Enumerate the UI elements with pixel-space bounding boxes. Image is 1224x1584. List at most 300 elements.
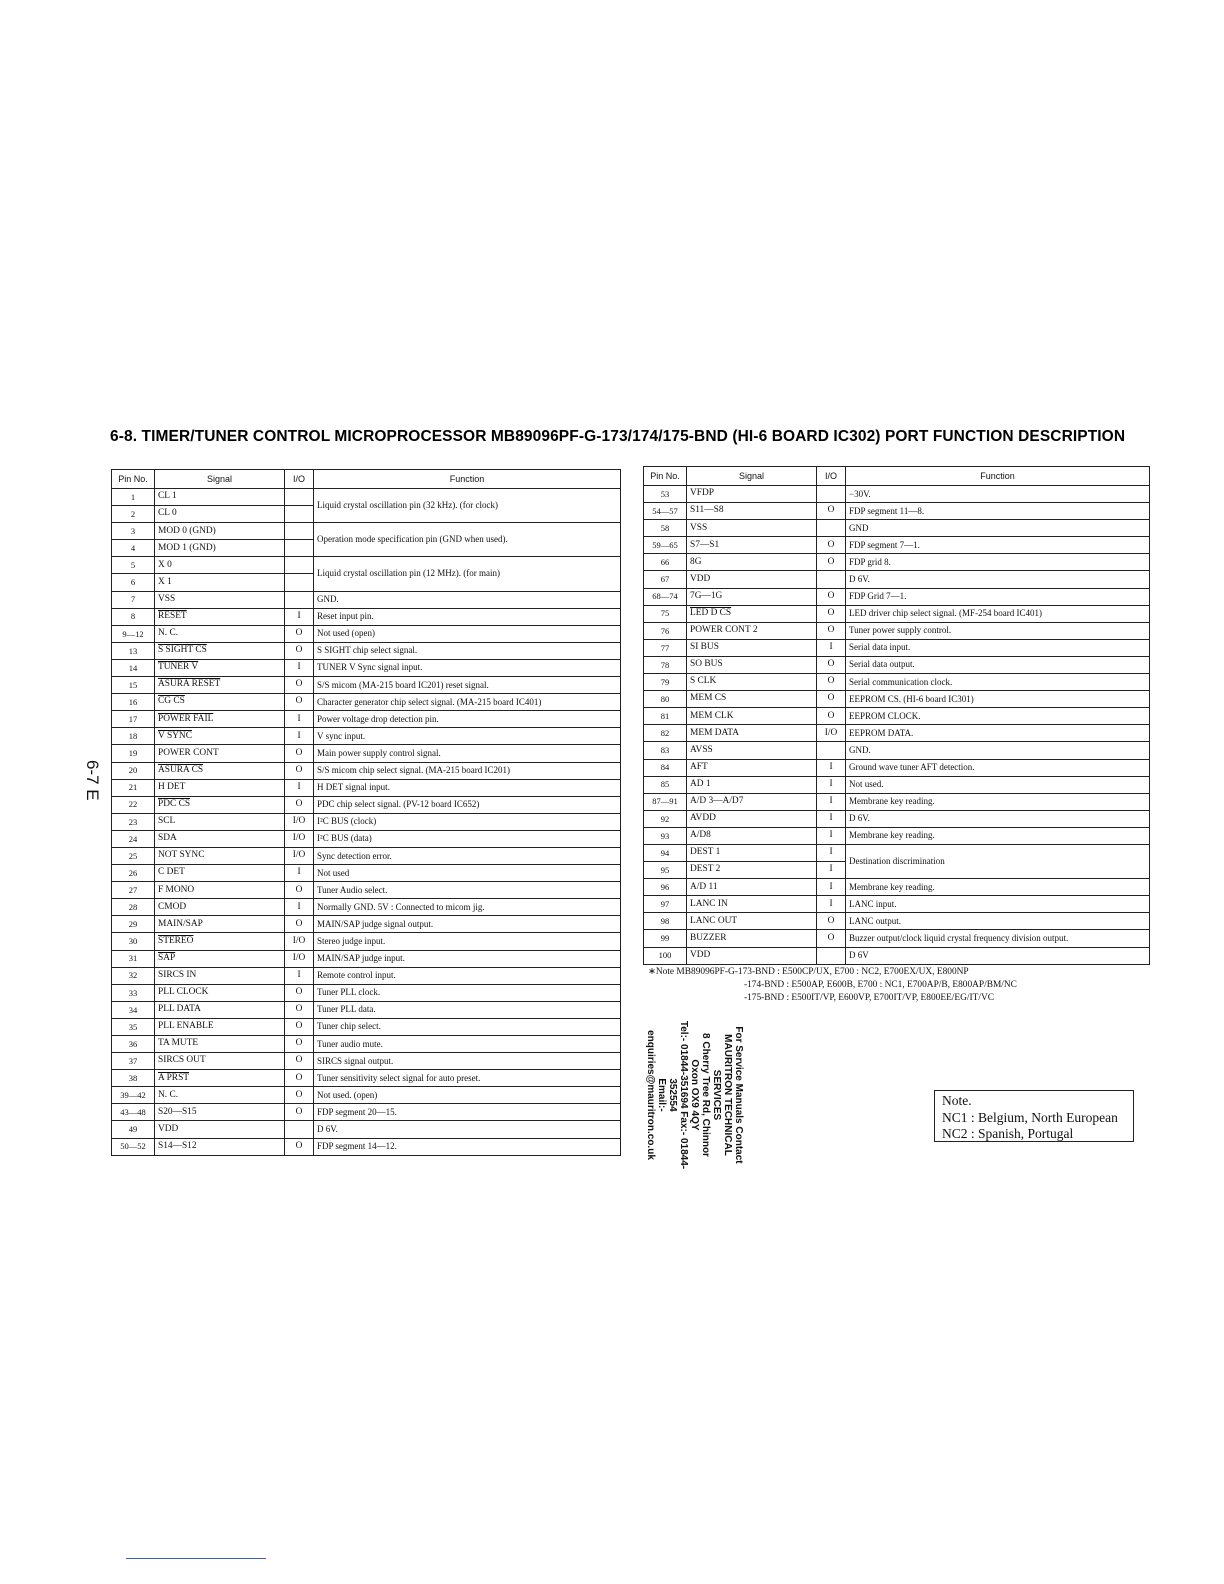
function-cell: Normally GND. 5V : Connected to micom jig. [314, 899, 621, 916]
table-header-row [112, 470, 621, 489]
signal-cell [687, 879, 817, 896]
pin-cell: 30 [112, 933, 155, 950]
table-row [644, 827, 1150, 844]
function-cell: Remote control input. [314, 967, 621, 984]
note-box [934, 1090, 1134, 1142]
signal-name: S CLK [690, 676, 717, 687]
io-cell: I [285, 728, 314, 745]
function-cell: FDP segment 20—15. [314, 1104, 621, 1121]
function-cell: D 6V [846, 947, 1150, 964]
function-cell: Membrane key reading. [846, 879, 1150, 896]
pin-cell: 19 [112, 745, 155, 762]
io-cell [817, 742, 846, 759]
header-signal: Signal [687, 467, 817, 486]
function-cell: Stereo judge input. [314, 933, 621, 950]
pin-cell: 59—65 [644, 537, 687, 554]
function-cell: Not used. [846, 776, 1150, 793]
function-cell: D 6V. [314, 1121, 621, 1138]
table-row [112, 967, 621, 984]
signal-cell [687, 896, 817, 913]
table-row [112, 865, 621, 882]
header-io: I/O [285, 470, 314, 489]
signal-cell [687, 520, 817, 537]
signal-cell [687, 656, 817, 673]
io-cell [285, 506, 314, 523]
signal-name: MEM CLK [690, 710, 734, 721]
pin-cell: 13 [112, 642, 155, 659]
function-cell: Tuner Audio select. [314, 882, 621, 899]
function-cell: FDP segment 7—1. [846, 537, 1150, 554]
signal-name: VFDP [690, 488, 714, 499]
function-cell: Serial data output. [846, 656, 1150, 673]
signal-cell [155, 779, 285, 796]
signal-name: TA MUTE [158, 1038, 199, 1049]
table-row [112, 796, 621, 813]
table-row [644, 537, 1150, 554]
io-cell [817, 520, 846, 537]
signal-cell [155, 711, 285, 728]
io-cell: I [285, 899, 314, 916]
pin-cell: 3 [112, 523, 155, 540]
table-row [112, 1001, 621, 1018]
page-number [76, 760, 116, 820]
function-cell: Tuner sensitivity select signal for auto preset. [314, 1070, 621, 1087]
signal-cell [687, 605, 817, 622]
io-cell: O [285, 916, 314, 933]
header-signal: Signal [155, 470, 285, 489]
header-io: I/O [817, 467, 846, 486]
pin-cell: 26 [112, 865, 155, 882]
io-cell: I [817, 879, 846, 896]
signal-cell [155, 865, 285, 882]
io-cell: O [285, 882, 314, 899]
signal-cell [155, 950, 285, 967]
io-cell: I/O [285, 950, 314, 967]
io-cell: O [285, 762, 314, 779]
io-cell: I [817, 810, 846, 827]
pin-cell: 38 [112, 1070, 155, 1087]
pin-cell: 82 [644, 725, 687, 742]
table-row [644, 674, 1150, 691]
variant-note-text: -175-BND : E500IT/VP, E600VP, E700IT/VP, E800EE/EG/IT/VC [744, 993, 994, 1003]
pin-cell: 34 [112, 1001, 155, 1018]
signal-name: VDD [690, 949, 711, 960]
table-row [644, 913, 1150, 930]
table-row [112, 728, 621, 745]
io-cell: O [285, 694, 314, 711]
function-cell: S/S micom chip select signal. (MA-215 board IC201) [314, 762, 621, 779]
table-row [644, 554, 1150, 571]
signal-name: PDC CS [158, 799, 191, 810]
signal-name: V SYNC [158, 730, 192, 741]
signal-name: ASURA RESET [158, 679, 221, 690]
function-cell: GND [846, 520, 1150, 537]
pin-cell: 87—91 [644, 793, 687, 810]
io-cell: O [817, 708, 846, 725]
function-cell: Power voltage drop detection pin. [314, 711, 621, 728]
signal-cell [155, 642, 285, 659]
signal-cell [687, 793, 817, 810]
pin-cell: 66 [644, 554, 687, 571]
signal-name: DEST 2 [690, 864, 721, 875]
function-cell: EEPROM CLOCK. [846, 708, 1150, 725]
table-row [112, 1087, 621, 1104]
table-row [112, 933, 621, 950]
io-cell: I [285, 659, 314, 676]
signal-cell [687, 571, 817, 588]
signal-name: VDD [690, 573, 711, 584]
pin-cell: 6 [112, 574, 155, 591]
function-cell: Not used. (open) [314, 1087, 621, 1104]
page-number-text: 6-7 E [83, 760, 102, 801]
variant-notes [648, 966, 1148, 1005]
pin-cell: 4 [112, 540, 155, 557]
signal-cell [155, 1104, 285, 1121]
io-cell: O [285, 1087, 314, 1104]
signal-cell [687, 759, 817, 776]
pin-cell: 28 [112, 899, 155, 916]
pin-cell: 96 [644, 879, 687, 896]
signal-name: $\overline{SAP}$ [158, 952, 176, 963]
signal-name: PLL CLOCK [158, 987, 209, 998]
signal-name: S7—S1 [690, 539, 720, 550]
io-cell: O [817, 503, 846, 520]
table-row [644, 742, 1150, 759]
signal-name: MOD 1 (GND) [158, 542, 216, 553]
io-cell: O [285, 1018, 314, 1035]
pin-cell: 54—57 [644, 503, 687, 520]
io-cell: O [285, 984, 314, 1001]
signal-name: VSS [690, 522, 708, 533]
signal-cell [155, 728, 285, 745]
table-row [112, 1138, 621, 1155]
signal-name: C DET [158, 867, 185, 878]
io-cell: I/O [285, 933, 314, 950]
signal-name: CMOD [158, 901, 187, 912]
function-cell: −30V. [846, 486, 1150, 503]
signal-name: A PRST [158, 1072, 190, 1083]
stamp-line: For Service Manuals Contact [733, 1026, 744, 1164]
table-row [112, 1070, 621, 1087]
signal-name: S SIGHT CS [158, 645, 207, 656]
function-cell: D 6V. [846, 810, 1150, 827]
pin-cell: 33 [112, 984, 155, 1001]
signal-cell [687, 708, 817, 725]
function-cell: Serial communication clock. [846, 674, 1150, 691]
signal-name: SDA [158, 833, 177, 844]
signal-cell [687, 691, 817, 708]
stamp-line: Tel:- 01844-351694 Fax:- 01844-352554 [667, 1020, 689, 1170]
function-cell: LED driver chip select signal. (MF-254 board IC401) [846, 605, 1150, 622]
pin-cell: 50—52 [112, 1138, 155, 1155]
function-cell: TUNER V Sync signal input. [314, 659, 621, 676]
io-cell: I [817, 793, 846, 810]
signal-name: STEREO [158, 935, 194, 946]
variant-note-text: -174-BND : E500AP, E600B, E700 : NC1, E700AP/B, E800AP/BM/NC [744, 980, 1017, 990]
io-cell: O [285, 1138, 314, 1155]
pin-cell: 94 [644, 844, 687, 861]
port-table-right [643, 466, 1150, 965]
io-cell: O [817, 622, 846, 639]
signal-cell [687, 674, 817, 691]
function-cell: I²C BUS (data) [314, 830, 621, 847]
pin-cell: 79 [644, 674, 687, 691]
function-cell: FDP grid 8. [846, 554, 1150, 571]
signal-name: A/D 11 [690, 881, 718, 892]
io-cell: O [817, 605, 846, 622]
io-cell: I [817, 862, 846, 879]
io-cell [285, 1121, 314, 1138]
pin-cell: 75 [644, 605, 687, 622]
pin-cell: 53 [644, 486, 687, 503]
signal-cell [687, 930, 817, 947]
signal-cell [687, 947, 817, 964]
signal-name: S11—S8 [690, 505, 724, 516]
io-cell: O [285, 677, 314, 694]
function-cell: Tuner power supply control. [846, 622, 1150, 639]
io-cell [285, 523, 314, 540]
function-cell: EEPROM CS. (HI-6 board IC301) [846, 691, 1150, 708]
signal-cell [687, 554, 817, 571]
io-cell: I [285, 779, 314, 796]
io-cell: O [817, 656, 846, 673]
signal-cell [155, 762, 285, 779]
table-row [644, 930, 1150, 947]
signal-name: SO BUS [690, 659, 723, 670]
table-row [644, 503, 1150, 520]
function-cell: Serial data input. [846, 639, 1150, 656]
function-cell: Ground wave tuner AFT detection. [846, 759, 1150, 776]
signal-name: BUZZER [690, 932, 727, 943]
signal-cell [155, 540, 285, 557]
pin-cell: 81 [644, 708, 687, 725]
function-cell: Tuner PLL clock. [314, 984, 621, 1001]
pin-cell: 95 [644, 862, 687, 879]
pin-cell: 39—42 [112, 1087, 155, 1104]
table-row [112, 847, 621, 864]
signal-cell [687, 827, 817, 844]
pin-cell: 18 [112, 728, 155, 745]
signal-name: VSS [158, 593, 176, 604]
table-row [644, 486, 1150, 503]
signal-name: H DET [158, 781, 186, 792]
signal-cell [155, 574, 285, 591]
signal-name: TUNER V [158, 662, 199, 673]
table-row [644, 879, 1150, 896]
table-row [644, 725, 1150, 742]
signal-cell [687, 776, 817, 793]
pin-cell: 1 [112, 489, 155, 506]
table-body-right [644, 486, 1150, 965]
io-cell: O [285, 1104, 314, 1121]
signal-cell [155, 677, 285, 694]
io-cell: O [285, 796, 314, 813]
function-cell: S/S micom (MA-215 board IC201) reset signal. [314, 677, 621, 694]
io-cell: O [817, 674, 846, 691]
table-row [644, 571, 1150, 588]
pin-cell: 5 [112, 557, 155, 574]
note-line: NC1 : Belgium, North European [942, 1109, 1118, 1125]
io-cell: I [817, 639, 846, 656]
pin-cell: 49 [112, 1121, 155, 1138]
signal-name: N. C. [158, 628, 179, 639]
table-row [112, 779, 621, 796]
io-cell: I/O [817, 725, 846, 742]
function-cell: Destination discrimination [846, 844, 1150, 878]
signal-name: A/D 3—A/D7 [690, 796, 744, 807]
signal-cell [155, 591, 285, 608]
pin-cell: 93 [644, 827, 687, 844]
io-cell: I [285, 865, 314, 882]
io-cell: I [285, 967, 314, 984]
io-cell: O [285, 1036, 314, 1053]
signal-name: MAIN/SAP [158, 918, 203, 929]
table-row [644, 639, 1150, 656]
signal-name: RESET [158, 611, 187, 621]
signal-name: POWER CONT [158, 747, 219, 758]
table-row [112, 830, 621, 847]
signal-name: A/D8 [690, 830, 711, 841]
function-cell: PDC chip select signal. (PV-12 board IC652) [314, 796, 621, 813]
pin-cell: 8 [112, 608, 155, 625]
function-cell: Not used (open) [314, 625, 621, 642]
signal-name: 8G [690, 556, 702, 567]
signal-cell [155, 1138, 285, 1155]
pin-cell: 14 [112, 659, 155, 676]
signal-cell [155, 847, 285, 864]
table-row [644, 520, 1150, 537]
signal-name: VDD [158, 1123, 179, 1134]
io-cell: O [285, 745, 314, 762]
pin-cell: 9—12 [112, 625, 155, 642]
io-cell: I [817, 896, 846, 913]
stamp-line: Email:- enquiries@mauritron.co.uk [645, 1030, 667, 1160]
table-row [644, 759, 1150, 776]
pin-cell: 77 [644, 639, 687, 656]
table-row [112, 1104, 621, 1121]
function-cell: GND. [314, 591, 621, 608]
io-cell: I [817, 827, 846, 844]
table-body-left [112, 489, 621, 1156]
signal-cell [155, 557, 285, 574]
port-table-left [111, 469, 621, 1156]
signal-cell [155, 830, 285, 847]
signal-name: AD 1 [690, 778, 711, 789]
signal-name: ASURA CS [158, 764, 204, 775]
table-row [112, 916, 621, 933]
signal-name: MEM CS [690, 693, 727, 704]
io-cell [285, 540, 314, 557]
table-row [644, 588, 1150, 605]
function-cell: Membrane key reading. [846, 793, 1150, 810]
pin-cell: 43—48 [112, 1104, 155, 1121]
pin-cell: 32 [112, 967, 155, 984]
io-cell [817, 571, 846, 588]
signal-name: CG CS [158, 696, 185, 707]
signal-name: DEST 1 [690, 847, 721, 858]
header-pin: Pin No. [644, 467, 687, 486]
table-row [112, 625, 621, 642]
pin-cell: 25 [112, 847, 155, 864]
pin-cell: 22 [112, 796, 155, 813]
signal-cell [155, 659, 285, 676]
table-row [112, 694, 621, 711]
signal-name: N. C. [158, 1089, 179, 1100]
signal-name: SCL [158, 816, 176, 827]
signal-cell [687, 913, 817, 930]
pin-cell: 100 [644, 947, 687, 964]
signal-cell [155, 1001, 285, 1018]
io-cell: I/O [285, 813, 314, 830]
pin-cell: 24 [112, 830, 155, 847]
function-cell: Liquid crystal oscillation pin (32 kHz). (for clock) [314, 489, 621, 523]
table-row [112, 489, 621, 506]
page-title: 6-8. TIMER/TUNER CONTROL MICROPROCESSOR MB89096PF-G-173/174/175-BND (HI-6 BOARD IC302) PORT FUNCTION DESCRIPTION [110, 428, 1126, 445]
signal-name: 7G—1G [690, 590, 723, 601]
function-cell: LANC output. [846, 913, 1150, 930]
signal-name: LANC OUT [690, 915, 738, 926]
function-cell: Tuner audio mute. [314, 1036, 621, 1053]
pin-cell: 29 [112, 916, 155, 933]
function-cell: Tuner chip select. [314, 1018, 621, 1035]
io-cell [285, 489, 314, 506]
signal-cell [155, 1018, 285, 1035]
pin-cell: 17 [112, 711, 155, 728]
bottom-link-rule [126, 1558, 266, 1559]
signal-cell [687, 622, 817, 639]
signal-cell [155, 506, 285, 523]
signal-name: AVDD [690, 813, 716, 824]
signal-cell [687, 810, 817, 827]
pin-cell: 80 [644, 691, 687, 708]
io-cell: O [817, 691, 846, 708]
signal-name: POWER FAIL [158, 713, 214, 724]
io-cell: O [817, 554, 846, 571]
header-function: Function [846, 467, 1150, 486]
table-row [644, 691, 1150, 708]
pin-cell: 99 [644, 930, 687, 947]
signal-name: X 1 [158, 576, 172, 587]
signal-name: POWER CONT 2 [690, 625, 758, 636]
pin-cell: 15 [112, 677, 155, 694]
variant-note-line [648, 992, 1148, 1005]
signal-name: LED D CS [690, 608, 732, 618]
signal-cell [155, 1053, 285, 1070]
table-row [644, 776, 1150, 793]
signal-cell [687, 537, 817, 554]
function-cell: Operation mode specification pin (GND when used). [314, 523, 621, 557]
signal-name: NOT SYNC [158, 850, 205, 861]
pin-cell: 83 [644, 742, 687, 759]
signal-name: S14—S12 [158, 1140, 197, 1151]
function-cell: D 6V. [846, 571, 1150, 588]
signal-cell [155, 933, 285, 950]
pin-cell: 58 [644, 520, 687, 537]
io-cell: I/O [285, 847, 314, 864]
function-cell: GND. [846, 742, 1150, 759]
function-cell: Reset input pin. [314, 608, 621, 625]
signal-cell [687, 503, 817, 520]
io-cell: O [285, 1001, 314, 1018]
table-row [112, 1121, 621, 1138]
pin-cell: 31 [112, 950, 155, 967]
pin-cell: 76 [644, 622, 687, 639]
note-title: Note. [942, 1093, 972, 1108]
table-row [112, 642, 621, 659]
note-line: NC2 : Spanish, Portugal [942, 1126, 1074, 1141]
signal-name: AFT [690, 761, 708, 772]
signal-name: MOD 0 (GND) [158, 525, 216, 536]
